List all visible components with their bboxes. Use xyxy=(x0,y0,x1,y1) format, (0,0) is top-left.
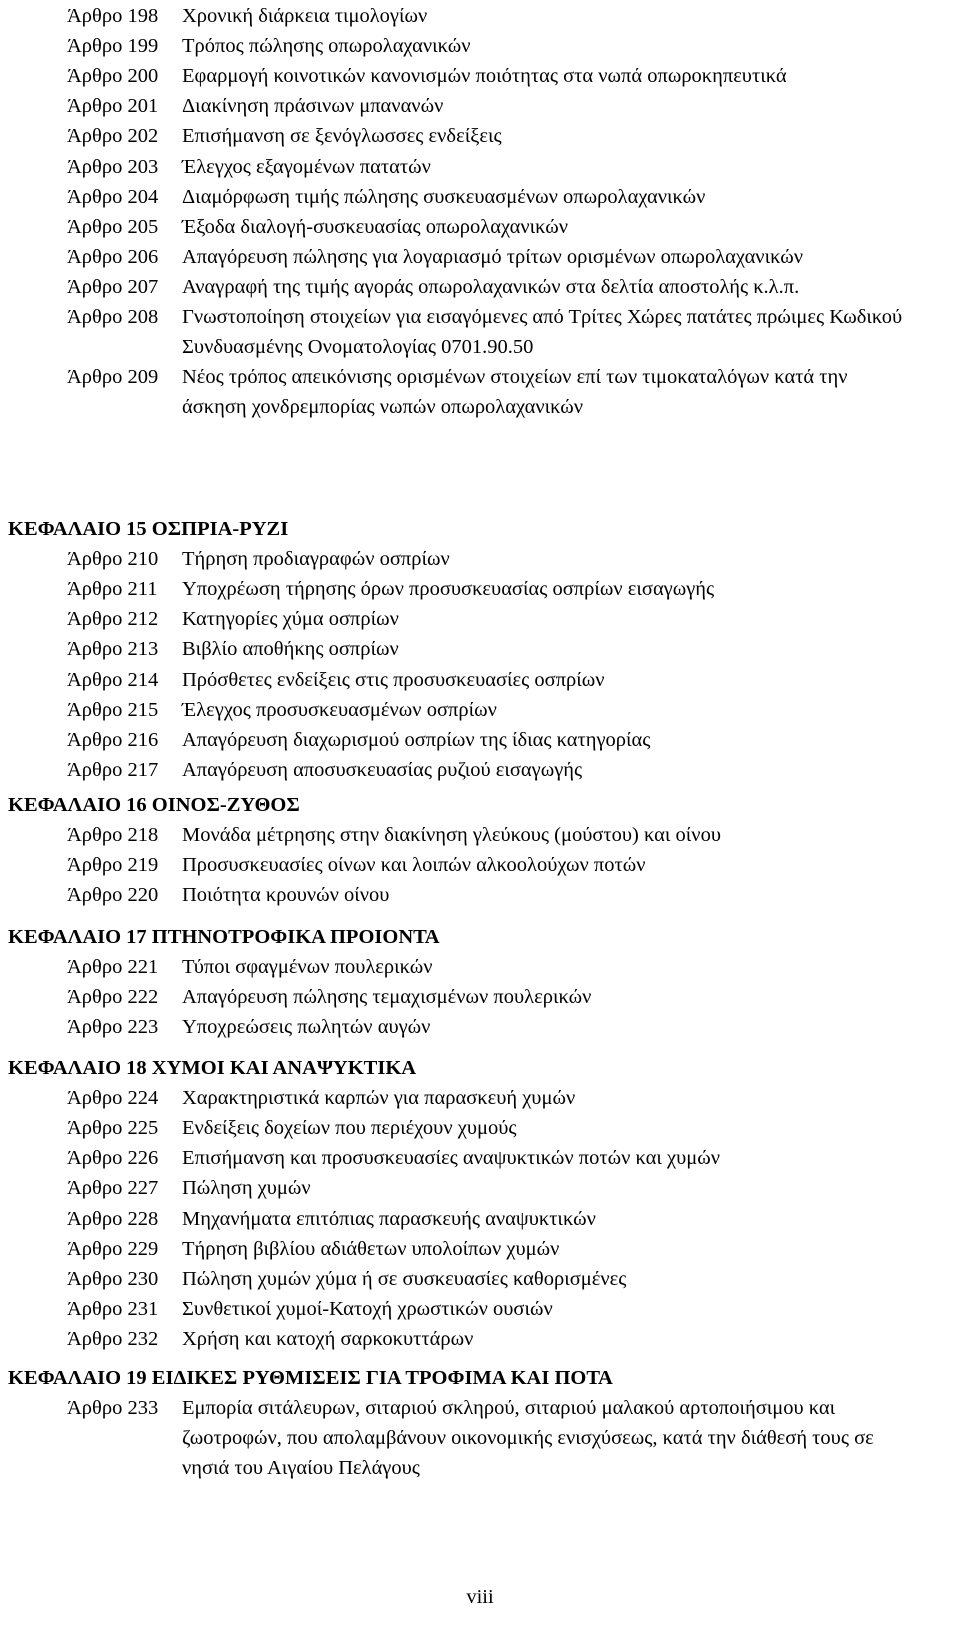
article-number: Άρθρο 227 xyxy=(67,1177,159,1200)
article-entry xyxy=(0,302,912,362)
article-number: Άρθρο 205 xyxy=(67,215,159,238)
chapter-heading: ΚΕΦΑΛΑΙΟ 15 ΟΣΠΡΙΑ-ΡΥΖΙ xyxy=(8,518,289,540)
article-entry xyxy=(0,362,912,422)
article-entry xyxy=(0,212,912,242)
article-entry xyxy=(0,665,912,695)
chapter-heading: ΚΕΦΑΛΑΙΟ 19 ΕΙΔΙΚΕΣ ΡΥΘΜΙΣΕΙΣ ΓΙΑ ΤΡΟΦΙΜΑ ΚΑΙ ΠΟΤΑ xyxy=(8,1367,613,1389)
article-title: Απαγόρευση διαχωρισμού οσπρίων της ίδιας κατηγορίας xyxy=(182,728,651,751)
article-title: Χαρακτηριστικά καρπών για παρασκευή χυμών xyxy=(182,1087,576,1110)
article-entry xyxy=(0,880,912,910)
article-number: Άρθρο 215 xyxy=(67,698,159,721)
article-entry xyxy=(0,982,912,1012)
article-number: Άρθρο 212 xyxy=(67,608,159,631)
article-entry xyxy=(0,574,912,604)
article-number: Άρθρο 230 xyxy=(67,1267,159,1290)
article-title: Κατηγορίες χύμα οσπρίων xyxy=(182,608,399,631)
article-entry xyxy=(0,1083,912,1113)
article-title: Πρόσθετες ενδείξεις στις προσυσκευασίες οσπρίων xyxy=(182,668,605,691)
article-number: Άρθρο 219 xyxy=(67,854,159,877)
article-number: Άρθρο 204 xyxy=(67,185,159,208)
article-number: Άρθρο 217 xyxy=(67,758,159,781)
article-number: Άρθρο 224 xyxy=(67,1087,159,1110)
article-title: Απαγόρευση αποσυσκευασίας ρυζιού εισαγωγής xyxy=(182,758,583,781)
article-entry xyxy=(0,604,912,634)
chapter-heading: ΚΕΦΑΛΑΙΟ 18 ΧΥΜΟΙ ΚΑΙ ΑΝΑΨΥΚΤΙΚΑ xyxy=(8,1057,417,1079)
article-entry xyxy=(0,61,912,91)
article-entry xyxy=(0,1,912,31)
article-number: Άρθρο 209 xyxy=(67,366,159,389)
article-entry xyxy=(0,1113,912,1143)
article-number: Άρθρο 233 xyxy=(67,1397,159,1420)
article-entry xyxy=(0,1294,912,1324)
article-title: Πώληση χυμών xyxy=(182,1177,311,1200)
article-title: Γνωστοποίηση στοιχείων για εισαγόμενες από Τρίτες Χώρες πατάτες πρώιμες Κωδικού Συνδυασμένης Ονοματολογίας 0701.90.50 xyxy=(182,306,903,358)
article-number: Άρθρο 220 xyxy=(67,884,159,907)
article-number: Άρθρο 211 xyxy=(67,578,158,601)
article-title: Έλεγχος εξαγομένων πατατών xyxy=(182,155,431,178)
article-number: Άρθρο 223 xyxy=(67,1016,159,1039)
article-entry xyxy=(0,152,912,182)
article-entry xyxy=(0,1234,912,1264)
article-title: Προσυσκευασίες οίνων και λοιπών αλκοολούχων ποτών xyxy=(182,854,646,877)
article-number: Άρθρο 200 xyxy=(67,65,159,88)
article-title: Βιβλίο αποθήκης οσπρίων xyxy=(182,638,399,661)
article-title: Τρόπος πώλησης οπωρολαχανικών xyxy=(182,35,471,58)
article-number: Άρθρο 210 xyxy=(67,548,159,571)
article-title: Νέος τρόπος απεικόνισης ορισμένων στοιχείων επί των τιμοκαταλόγων κατά την άσκηση χονδρεμπορίας νωπών οπωρολαχανικών xyxy=(182,366,848,419)
article-entry xyxy=(0,242,912,272)
article-title: Εμπορία σιτάλευρων, σιταριού σκληρού, σιταριού μαλακού αρτοποιήσιμου και ζωοτροφών, που απολαμβάνουν οικονομικής ενισχύσεως, κατά την διάθεσή τους σε νησιά του Αιγαίου Πελάγους xyxy=(182,1397,874,1480)
article-entry xyxy=(0,1143,912,1173)
article-entry xyxy=(0,695,912,725)
article-number: Άρθρο 203 xyxy=(67,155,159,178)
article-number: Άρθρο 229 xyxy=(67,1237,159,1260)
article-title: Τήρηση προδιαγραφών οσπρίων xyxy=(182,548,450,571)
article-entry xyxy=(0,755,912,785)
article-title: Συνθετικοί χυμοί-Κατοχή χρωστικών ουσιών xyxy=(182,1297,553,1320)
article-number: Άρθρο 222 xyxy=(67,986,159,1009)
article-entry xyxy=(0,1204,912,1234)
article-number: Άρθρο 199 xyxy=(67,35,159,58)
article-title: Μονάδα μέτρησης στην διακίνηση γλεύκους (μούστου) και οίνου xyxy=(182,824,721,847)
article-number: Άρθρο 201 xyxy=(67,95,159,118)
page-number: viii xyxy=(466,1586,494,1608)
article-title: Τύποι σφαγμένων πουλερικών xyxy=(182,956,433,979)
article-title: Αναγραφή της τιμής αγοράς οπωρολαχανικών στα δελτία αποστολής κ.λ.π. xyxy=(182,275,800,298)
article-number: Άρθρο 231 xyxy=(67,1297,159,1320)
article-number: Άρθρο 225 xyxy=(67,1117,159,1140)
article-title: Επισήμανση και προσυσκευασίες αναψυκτικών ποτών και χυμών xyxy=(182,1147,721,1170)
article-entry xyxy=(0,182,912,212)
article-entry xyxy=(0,850,912,880)
article-entry xyxy=(0,1264,912,1294)
article-title: Έξοδα διαλογή-συσκευασίας οπωρολαχανικών xyxy=(182,215,569,238)
article-entry xyxy=(0,820,912,850)
article-title: Απαγόρευση πώλησης τεμαχισμένων πουλερικών xyxy=(182,986,592,1009)
article-number: Άρθρο 228 xyxy=(67,1207,159,1230)
article-title: Μηχανήματα επιτόπιας παρασκευής αναψυκτικών xyxy=(182,1207,596,1230)
article-entry xyxy=(0,1324,912,1354)
article-title: Υποχρέωση τήρησης όρων προσυσκευασίας οσπρίων εισαγωγής xyxy=(182,578,715,601)
article-title: Διακίνηση πράσινων μπανανών xyxy=(182,95,444,118)
article-number: Άρθρο 208 xyxy=(67,306,159,328)
article-title: Εφαρμογή κοινοτικών κανονισμών ποιότητας στα νωπά οπωροκηπευτικά xyxy=(182,65,787,88)
article-entry xyxy=(0,1012,912,1042)
article-number: Άρθρο 232 xyxy=(67,1327,159,1350)
chapter-heading: ΚΕΦΑΛΑΙΟ 17 ΠΤΗΝΟΤΡΟΦΙΚΑ ΠΡΟΙΟΝΤΑ xyxy=(8,926,440,948)
article-number: Άρθρο 221 xyxy=(67,956,159,979)
article-entry xyxy=(0,91,912,121)
article-number: Άρθρο 226 xyxy=(67,1147,159,1170)
article-title: Χρήση και κατοχή σαρκοκυττάρων xyxy=(182,1327,474,1350)
article-number: Άρθρο 202 xyxy=(67,125,159,148)
article-number: Άρθρο 213 xyxy=(67,638,159,661)
article-entry xyxy=(0,952,912,982)
article-entry xyxy=(0,544,912,574)
article-title: Επισήμανση σε ξενόγλωσσες ενδείξεις xyxy=(182,125,502,148)
article-entry xyxy=(0,725,912,755)
article-number: Άρθρο 198 xyxy=(67,5,159,27)
article-number: Άρθρο 214 xyxy=(67,668,159,691)
article-entry xyxy=(0,121,912,151)
article-title: Έλεγχος προσυσκευασμένων οσπρίων xyxy=(182,698,497,721)
article-entry xyxy=(0,272,912,302)
article-title: Χρονική διάρκεια τιμολογίων xyxy=(182,5,428,27)
article-title: Ποιότητα κρουνών οίνου xyxy=(182,884,390,907)
article-title: Ενδείξεις δοχείων που περιέχουν χυμούς xyxy=(182,1117,517,1140)
article-entry xyxy=(0,634,912,664)
article-entry xyxy=(0,1173,912,1203)
article-number: Άρθρο 207 xyxy=(67,275,159,298)
article-title: Υποχρεώσεις πωλητών αυγών xyxy=(182,1016,431,1039)
article-number: Άρθρο 218 xyxy=(67,824,159,847)
chapter-heading: ΚΕΦΑΛΑΙΟ 16 ΟΙΝΟΣ-ΖΥΘΟΣ xyxy=(8,794,300,816)
article-title: Τήρηση βιβλίου αδιάθετων υπολοίπων χυμών xyxy=(182,1237,560,1260)
article-title: Απαγόρευση πώλησης για λογαριασμό τρίτων ορισμένων οπωρολαχανικών xyxy=(182,245,804,268)
article-number: Άρθρο 216 xyxy=(67,728,159,751)
article-entry xyxy=(0,31,912,61)
article-entry xyxy=(0,1393,912,1483)
article-title: Διαμόρφωση τιμής πώλησης συσκευασμένων οπωρολαχανικών xyxy=(182,185,706,208)
article-title: Πώληση χυμών χύμα ή σε συσκευασίες καθορισμένες xyxy=(182,1267,627,1290)
article-number: Άρθρο 206 xyxy=(67,245,159,268)
